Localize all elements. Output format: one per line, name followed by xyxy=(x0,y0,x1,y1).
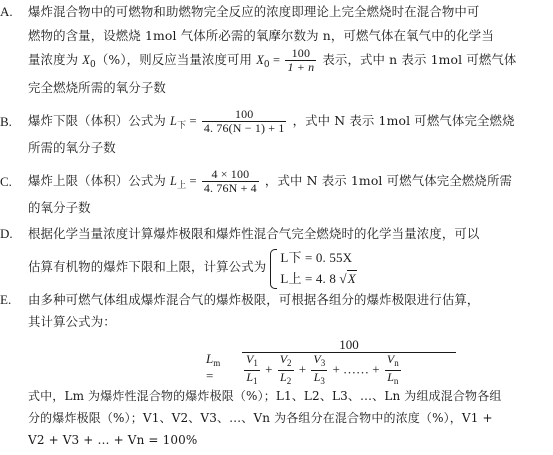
option-e-line-5: V2 + V3 + … + Vn = 100% xyxy=(28,433,198,447)
option-letter: B. xyxy=(0,114,12,129)
option-c-line-1: 爆炸上限（体积）公式为 $L_上$ = $\frac{4 \times 100}{4. 76N + 4}$ ，式中 N 表示 1mol 可燃气体完全燃烧所需 xyxy=(28,167,513,195)
option-letter: C. xyxy=(0,174,12,189)
option-letter: A. xyxy=(0,4,13,19)
option-c-line-2: 的氧分子数 xyxy=(28,200,91,215)
option-b-line-2: 所需的氧分子数 xyxy=(28,140,116,155)
option-e-line-4: 分的爆炸极限（%）；V1、V2、V3、…、Vn 为各组分在混合物中的浓度（%），V1 + xyxy=(28,411,493,425)
option-a-line-4: 完全燃烧所需的氧分子数 xyxy=(28,80,166,95)
option-e-line-1: 由多种可燃气体组成爆炸混合气的爆炸极限，可根据各组分的爆炸极限进行估算， xyxy=(28,292,480,307)
option-d-line-2: 估算有机物的爆炸下限和上限，计算公式为 L下 = 0. 55X L上 = 4. 8 √X xyxy=(28,246,550,289)
option-letter: D. xyxy=(0,226,13,241)
option-e-line-3: 式中，Lm 为爆炸性混合物的爆炸极限（%）；L1、L2、L3、…、Ln 为组成混合物各组 xyxy=(28,389,502,403)
option-a-line-2: 燃物的含量，设燃烧 1mol 气体所必需的氧摩尔数为 n，可燃气体在氧气中的化学当 xyxy=(28,28,494,43)
v2-over-l2: $\frac{V_2}{L_2}$ xyxy=(279,352,292,386)
option-a-line-1: 爆炸混合物中的可燃物和助燃物完全反应的浓度即理论上完全燃烧时在混合物中可 xyxy=(28,4,480,19)
lower-limit-fraction: $\frac{100}{4. 76(N - 1) + 1}$ xyxy=(203,107,285,135)
v1-over-l1: $\frac{V_1}{L_1}$ xyxy=(246,352,258,386)
formula-denominator: $\frac{V_1}{L_1}$ + $\frac{V_2}{L_2}$ + $\frac{V_3}{L_3}$ + …… + $\frac{V_n}{L_n}$ xyxy=(246,352,399,386)
stoich-fraction: $\frac{100}{1 + n}$ xyxy=(287,46,315,74)
option-d-line-1: 根据化学当量浓度计算爆炸极限和爆炸性混合气完全燃烧时的化学当量浓度，可以 xyxy=(28,226,480,241)
option-b-line-1: 爆炸下限（体积）公式为 $L_下$ = $\frac{100}{4. 76(N - 1) + 1}$ ，式中 N 表示 1mol 可燃气体完全燃烧 xyxy=(28,107,515,135)
upper-limit-fraction: $\frac{4 \times 100}{4. 76N + 4}$ xyxy=(203,167,257,195)
estimate-formula-system xyxy=(270,247,356,289)
v3-over-l3: $\frac{V_3}{L_3}$ xyxy=(313,352,326,386)
upper-limit-estimate: L上 = 4. 8 √X xyxy=(280,270,356,286)
option-letter: E. xyxy=(0,292,12,307)
option-e-line-2: 其计算公式为： xyxy=(28,314,116,329)
option-a-line-3: 量浓度为 $X_0(\%)$，则反应当量浓度可用 $X_0$ = $\frac{100}{1 + n}$ 表示，式中 n 表示 1mol 可燃气体 xyxy=(28,46,517,74)
lower-limit-estimate: L下 = 0. 55X xyxy=(280,249,353,265)
vn-over-ln: $\frac{V_n}{L_n}$ xyxy=(386,352,399,386)
